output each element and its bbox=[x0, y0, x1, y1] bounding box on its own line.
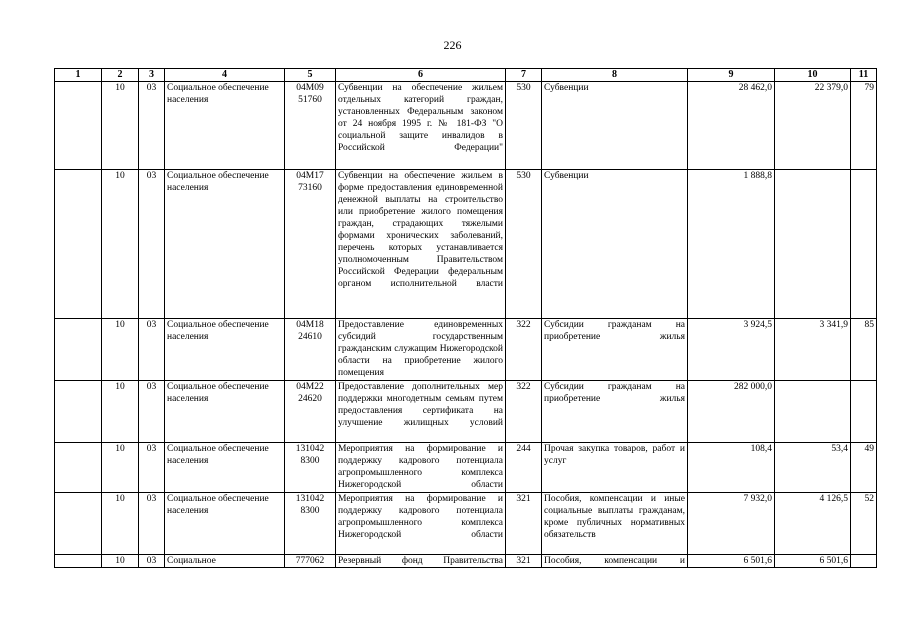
cell-amount-plan: 1 888,8 bbox=[688, 170, 775, 319]
table-header-row bbox=[55, 69, 877, 82]
cell-expense-code: 322 bbox=[506, 319, 542, 381]
cell-subsection: 03 bbox=[139, 555, 165, 568]
cell-target-code: 777062 bbox=[285, 555, 336, 568]
cell-target-name: Резервный фонд Правительства bbox=[336, 555, 506, 568]
cell-target-code: 131042 8300 bbox=[285, 493, 336, 555]
cell-amount-plan: 6 501,6 bbox=[688, 555, 775, 568]
cell-col1 bbox=[55, 555, 102, 568]
column-header: 6 bbox=[336, 69, 506, 82]
cell-percent bbox=[851, 381, 877, 443]
cell-col1 bbox=[55, 493, 102, 555]
cell-amount-actual: 4 126,5 bbox=[775, 493, 851, 555]
page-number: 226 bbox=[443, 38, 462, 52]
table-row bbox=[55, 381, 877, 443]
column-header: 2 bbox=[102, 69, 139, 82]
cell-subsection-name: Социальное обеспечение населения bbox=[165, 319, 285, 381]
cell-section: 10 bbox=[102, 381, 139, 443]
cell-target-name: Субвенции на обеспечение жильем в форме предоставления единовременной денежной выплаты на строительство или приобретение жилого помещения граждан, страдающих тяжелыми формами хронических заболеваний, перечень которых устанавливается уполномоченным Правительством Российской Федерации федеральным органом исполнительной власти bbox=[336, 170, 506, 319]
cell-col1 bbox=[55, 319, 102, 381]
cell-subsection-name: Социальное обеспечение населения bbox=[165, 443, 285, 493]
cell-amount-actual bbox=[775, 170, 851, 319]
cell-subsection: 03 bbox=[139, 82, 165, 170]
cell-target-code: 04М18 24610 bbox=[285, 319, 336, 381]
cell-subsection-name: Социальное обеспечение населения bbox=[165, 170, 285, 319]
cell-amount-actual: 53,4 bbox=[775, 443, 851, 493]
column-header: 1 bbox=[55, 69, 102, 82]
table-row bbox=[55, 82, 877, 170]
cell-subsection-name: Социальное обеспечение населения bbox=[165, 82, 285, 170]
table-row bbox=[55, 443, 877, 493]
cell-target-name: Предоставление дополнительных мер поддержки многодетным семьям путем предоставления сертификата на улучшение жилищных условий bbox=[336, 381, 506, 443]
cell-subsection-name: Социальное bbox=[165, 555, 285, 568]
cell-percent: 52 bbox=[851, 493, 877, 555]
table-row bbox=[55, 493, 877, 555]
cell-target-code: 04М17 73160 bbox=[285, 170, 336, 319]
cell-section: 10 bbox=[102, 319, 139, 381]
cell-col1 bbox=[55, 82, 102, 170]
cell-section: 10 bbox=[102, 170, 139, 319]
cell-amount-actual bbox=[775, 381, 851, 443]
cell-expense-name: Субсидии гражданам на приобретение жилья bbox=[542, 319, 688, 381]
cell-target-name: Предоставление единовременных субсидий государственным гражданским служащим Нижегородской области на приобретение жилого помещения bbox=[336, 319, 506, 381]
cell-amount-plan: 282 000,0 bbox=[688, 381, 775, 443]
table-row bbox=[55, 555, 877, 568]
cell-target-name: Мероприятия на формирование и поддержку кадрового потенциала агропромышленного комплекса Нижегородской области bbox=[336, 493, 506, 555]
cell-col1 bbox=[55, 170, 102, 319]
cell-subsection-name: Социальное обеспечение населения bbox=[165, 493, 285, 555]
cell-subsection: 03 bbox=[139, 443, 165, 493]
cell-col1 bbox=[55, 443, 102, 493]
cell-section: 10 bbox=[102, 493, 139, 555]
cell-expense-code: 321 bbox=[506, 555, 542, 568]
cell-percent bbox=[851, 555, 877, 568]
cell-amount-actual: 6 501,6 bbox=[775, 555, 851, 568]
table-row bbox=[55, 319, 877, 381]
cell-amount-actual: 3 341,9 bbox=[775, 319, 851, 381]
cell-target-code: 04М22 24620 bbox=[285, 381, 336, 443]
cell-expense-code: 321 bbox=[506, 493, 542, 555]
column-header: 11 bbox=[851, 69, 877, 82]
cell-amount-plan: 28 462,0 bbox=[688, 82, 775, 170]
cell-expense-name: Субсидии гражданам на приобретение жилья bbox=[542, 381, 688, 443]
cell-percent: 79 bbox=[851, 82, 877, 170]
cell-expense-code: 322 bbox=[506, 381, 542, 443]
cell-expense-code: 530 bbox=[506, 170, 542, 319]
cell-col1 bbox=[55, 381, 102, 443]
column-header: 10 bbox=[775, 69, 851, 82]
cell-expense-name: Субвенции bbox=[542, 82, 688, 170]
cell-amount-plan: 108,4 bbox=[688, 443, 775, 493]
cell-expense-name: Пособия, компенсации и bbox=[542, 555, 688, 568]
cell-subsection: 03 bbox=[139, 319, 165, 381]
column-header: 4 bbox=[165, 69, 285, 82]
budget-table bbox=[54, 68, 877, 568]
cell-percent bbox=[851, 170, 877, 319]
cell-amount-plan: 7 932,0 bbox=[688, 493, 775, 555]
cell-target-name: Субвенции на обеспечение жильем отдельных категорий граждан, установленных Федеральным законом от 24 ноября 1995 г. № 181-ФЗ "О социальной защите инвалидов в Российской Федерации" bbox=[336, 82, 506, 170]
table-row bbox=[55, 170, 877, 319]
cell-target-name: Мероприятия на формирование и поддержку кадрового потенциала агропромышленного комплекса Нижегородской области bbox=[336, 443, 506, 493]
column-header: 8 bbox=[542, 69, 688, 82]
column-header: 7 bbox=[506, 69, 542, 82]
cell-target-code: 04М09 51760 bbox=[285, 82, 336, 170]
column-header: 5 bbox=[285, 69, 336, 82]
cell-amount-actual: 22 379,0 bbox=[775, 82, 851, 170]
cell-expense-name: Пособия, компенсации и иные социальные выплаты гражданам, кроме публичных нормативных обязательств bbox=[542, 493, 688, 555]
cell-expense-name: Субвенции bbox=[542, 170, 688, 319]
cell-expense-code: 530 bbox=[506, 82, 542, 170]
cell-subsection-name: Социальное обеспечение населения bbox=[165, 381, 285, 443]
cell-subsection: 03 bbox=[139, 170, 165, 319]
cell-subsection: 03 bbox=[139, 381, 165, 443]
cell-target-code: 131042 8300 bbox=[285, 443, 336, 493]
cell-expense-code: 244 bbox=[506, 443, 542, 493]
column-header: 3 bbox=[139, 69, 165, 82]
cell-expense-name: Прочая закупка товаров, работ и услуг bbox=[542, 443, 688, 493]
column-header: 9 bbox=[688, 69, 775, 82]
cell-percent: 49 bbox=[851, 443, 877, 493]
cell-section: 10 bbox=[102, 82, 139, 170]
cell-section: 10 bbox=[102, 555, 139, 568]
cell-section: 10 bbox=[102, 443, 139, 493]
cell-amount-plan: 3 924,5 bbox=[688, 319, 775, 381]
cell-percent: 85 bbox=[851, 319, 877, 381]
cell-subsection: 03 bbox=[139, 493, 165, 555]
